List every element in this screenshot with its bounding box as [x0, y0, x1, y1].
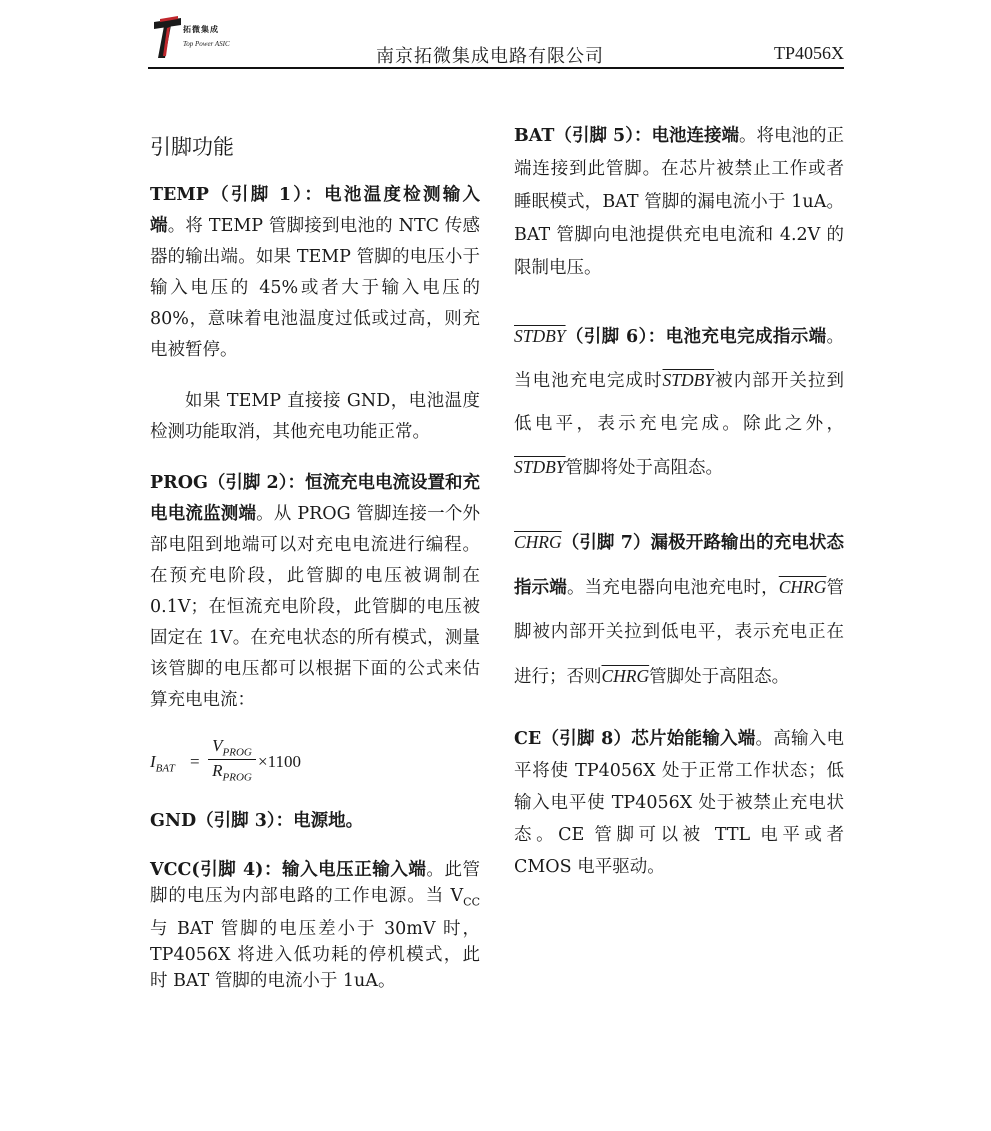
pin-gnd-paragraph [150, 806, 480, 837]
pin-gnd-title: GND（引脚 3）：电源地。 [150, 811, 364, 831]
pin-chrg-title: （引脚 7）漏极开路输出的充电状态指示端 [514, 533, 844, 598]
header-company-name: 南京拓微集成电路有限公司 [376, 46, 604, 67]
pin-ce-title: CE（引脚 8）芯片始能输入端 [514, 729, 756, 749]
chrg-signal-inline-1: CHRG [778, 577, 827, 597]
pin-vcc-body-1: 。此管脚的电压为内部电路的工作电源。当 V [150, 860, 480, 906]
pin-stdby-body-1: 。当电池充电完成时 [514, 327, 844, 391]
formula-denominator: $R_{PROG}$ [212, 761, 252, 784]
page-header [148, 16, 844, 68]
pin-vcc-title: VCC(引脚 4)：输入电压正输入端 [150, 860, 427, 880]
pin-chrg-body-2: 管脚被内部开关拉到低电平，表示充电正在进行；否则 [514, 578, 845, 687]
pin-prog-body: 。从 PROG 管脚连接一个外部电阻到地端可以对充电电流进行编程。在预充电阶段，此管脚的电压被调制在 0.1V；在恒流充电阶段，此管脚的电压被固定在 1V。在充电状态的所有模式，测量该管脚的电压都可以根据下面的公式来估算充电电流： [150, 504, 481, 710]
stdby-signal-inline-2: STDBY [514, 457, 566, 477]
pin-ce-body: 。高输入电平将使 TP4056X 处于正常工作状态；低输入电平使 TP4056X 处于被禁止充电状态。CE 管脚可以被 TTL 电平或者 CMOS 电平驱动。 [514, 729, 844, 877]
pin-stdby-body-2: 被内部开关拉到低电平，表示充电完成。除此之外， [514, 371, 845, 434]
company-logo [152, 16, 262, 64]
pin-temp-title: TEMP（引脚 1）：电池温度检测输入端 [150, 185, 480, 236]
pin-bat-title: BAT（引脚 5）：电池连接端 [514, 126, 739, 146]
pin-vcc-subscript: CC [463, 895, 480, 909]
pin-vcc-body-2: 与 BAT 管脚的电压差小于 30mV 时，TP4056X 将进入低功耗的停机模式，此时 BAT 管脚的电流小于 1uA。 [150, 918, 480, 991]
left-column [150, 120, 480, 1014]
pin-prog-title: PROG（引脚 2）：恒流充电电流设置和充电电流监测端 [150, 473, 480, 524]
pin-bat-body: 。将电池的正端连接到此管脚。在芯片被禁止工作或者睡眠模式，BAT 管脚的漏电流小于 1uA。BAT 管脚向电池提供充电电流和 4.2V 的限制电压。 [514, 126, 845, 278]
pin-chrg-body-3: 管脚处于高阻态。 [649, 667, 790, 687]
pin-ce-paragraph [514, 723, 844, 883]
section-title: 引脚功能 [150, 135, 234, 159]
header-rule [148, 67, 844, 69]
charge-current-formula [150, 736, 480, 792]
formula-numerator: $V_{PROG}$ [208, 736, 256, 760]
logo-mark-icon [152, 16, 182, 60]
logo-cn-text: 拓微集成 [183, 24, 219, 34]
right-column [514, 120, 844, 903]
stdby-signal-inline-1: STDBY [662, 370, 715, 390]
header-part-number: TP4056X [773, 43, 844, 63]
pin-stdby-body-3: 管脚将处于高阻态。 [565, 458, 724, 478]
formula-equals: = [190, 752, 200, 771]
logo-en-text: Top Power ASIC [183, 40, 230, 48]
pin-prog-paragraph [150, 468, 480, 716]
formula-lhs: $I_{BAT}$ [150, 752, 175, 775]
chrg-signal-name: CHRG [514, 532, 562, 552]
formula-multiplier: ×1100 [258, 752, 301, 771]
pin-stdby-title: （引脚 6）：电池充电完成指示端 [565, 327, 827, 347]
chrg-signal-inline-2: CHRG [601, 666, 650, 686]
pin-bat-paragraph [514, 120, 844, 285]
pin-vcc-paragraph [150, 857, 480, 994]
pin-temp-note: 如果 TEMP 直接接 GND，电池温度检测功能取消，其他充电功能正常。 [150, 391, 480, 442]
pin-temp-body: 。将 TEMP 管脚接到电池的 NTC 传感器的输出端。如果 TEMP 管脚的电压小于输入电压的 45%或者大于输入电压的 80%，意味着电池温度过低或过高，则充电被暂停。 [150, 216, 481, 360]
formula-fraction [208, 736, 256, 784]
pin-chrg-paragraph [514, 520, 844, 699]
stdby-signal-name: STDBY [514, 326, 566, 346]
pin-chrg-body-1: 。当充电器向电池充电时， [566, 578, 779, 598]
pin-temp-paragraph [150, 180, 480, 366]
pin-stdby-paragraph [514, 315, 844, 490]
